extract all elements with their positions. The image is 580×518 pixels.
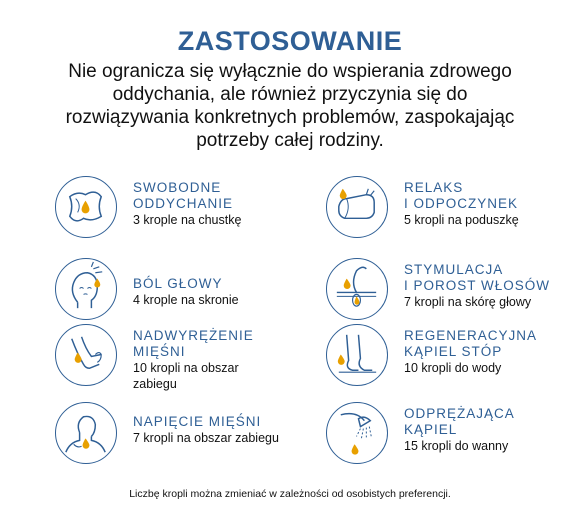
usage-dose: 10 kropli na obszar (133, 361, 239, 375)
usage-title: RELAKS (404, 180, 464, 195)
usage-title: MIĘŚNI (133, 344, 186, 359)
footer-note: Liczbę kropli można zmieniać w zależności od osobistych preferencji. (129, 488, 451, 500)
intro-line: oddychania, ale również przyczynia się do (112, 84, 468, 105)
usage-title: STYMULACJA (404, 262, 504, 277)
usage-dose: 15 kropli do wanny (404, 439, 509, 453)
usage-title: BÓL GŁOWY (133, 276, 223, 291)
pillow-icon (326, 176, 388, 238)
usage-dose: 7 kropli na skórę głowy (404, 295, 532, 309)
usage-dose: 3 krople na chustkę (133, 213, 242, 227)
page-title: ZASTOSOWANIE (177, 26, 403, 56)
usage-title: I POROST WŁOSÓW (404, 278, 551, 293)
usage-title: KĄPIEL STÓP (404, 344, 503, 359)
usage-title: I ODPOCZYNEK (404, 196, 519, 211)
shower-icon (326, 402, 388, 464)
handkerchief-icon (55, 176, 117, 238)
usage-title: ODPRĘŻAJĄCA (404, 406, 515, 421)
usage-dose: 7 kropli na obszar zabiegu (133, 431, 279, 445)
hair-icon (326, 258, 388, 320)
usage-title: SWOBODNE (133, 180, 222, 195)
head-pain-icon (55, 258, 117, 320)
usage-title: NADWYRĘŻENIE (133, 328, 254, 343)
usage-dose: 10 kropli do wody (404, 361, 502, 375)
usage-title: NAPIĘCIE MIĘŚNI (133, 414, 262, 429)
neck-shoulder-icon (55, 402, 117, 464)
feet-icon (326, 324, 388, 386)
usage-dose: 5 kropli na poduszkę (404, 213, 519, 227)
usage-title: REGENERACYJNA (404, 328, 538, 343)
usage-title: ODDYCHANIE (133, 196, 234, 211)
intro-line: potrzeby całej rodziny. (196, 130, 384, 151)
usage-dose: zabiegu (133, 377, 177, 391)
muscle-arm-icon (55, 324, 117, 386)
usage-dose: 4 krople na skronie (133, 293, 239, 307)
intro-line: Nie ogranicza się wyłącznie do wspierania zdrowego (68, 61, 512, 82)
intro-text (40, 60, 540, 152)
intro-line: rozwiązywania konkretnych problemów, zaspokajając (65, 107, 515, 128)
usage-title: KĄPIEL (404, 422, 458, 437)
